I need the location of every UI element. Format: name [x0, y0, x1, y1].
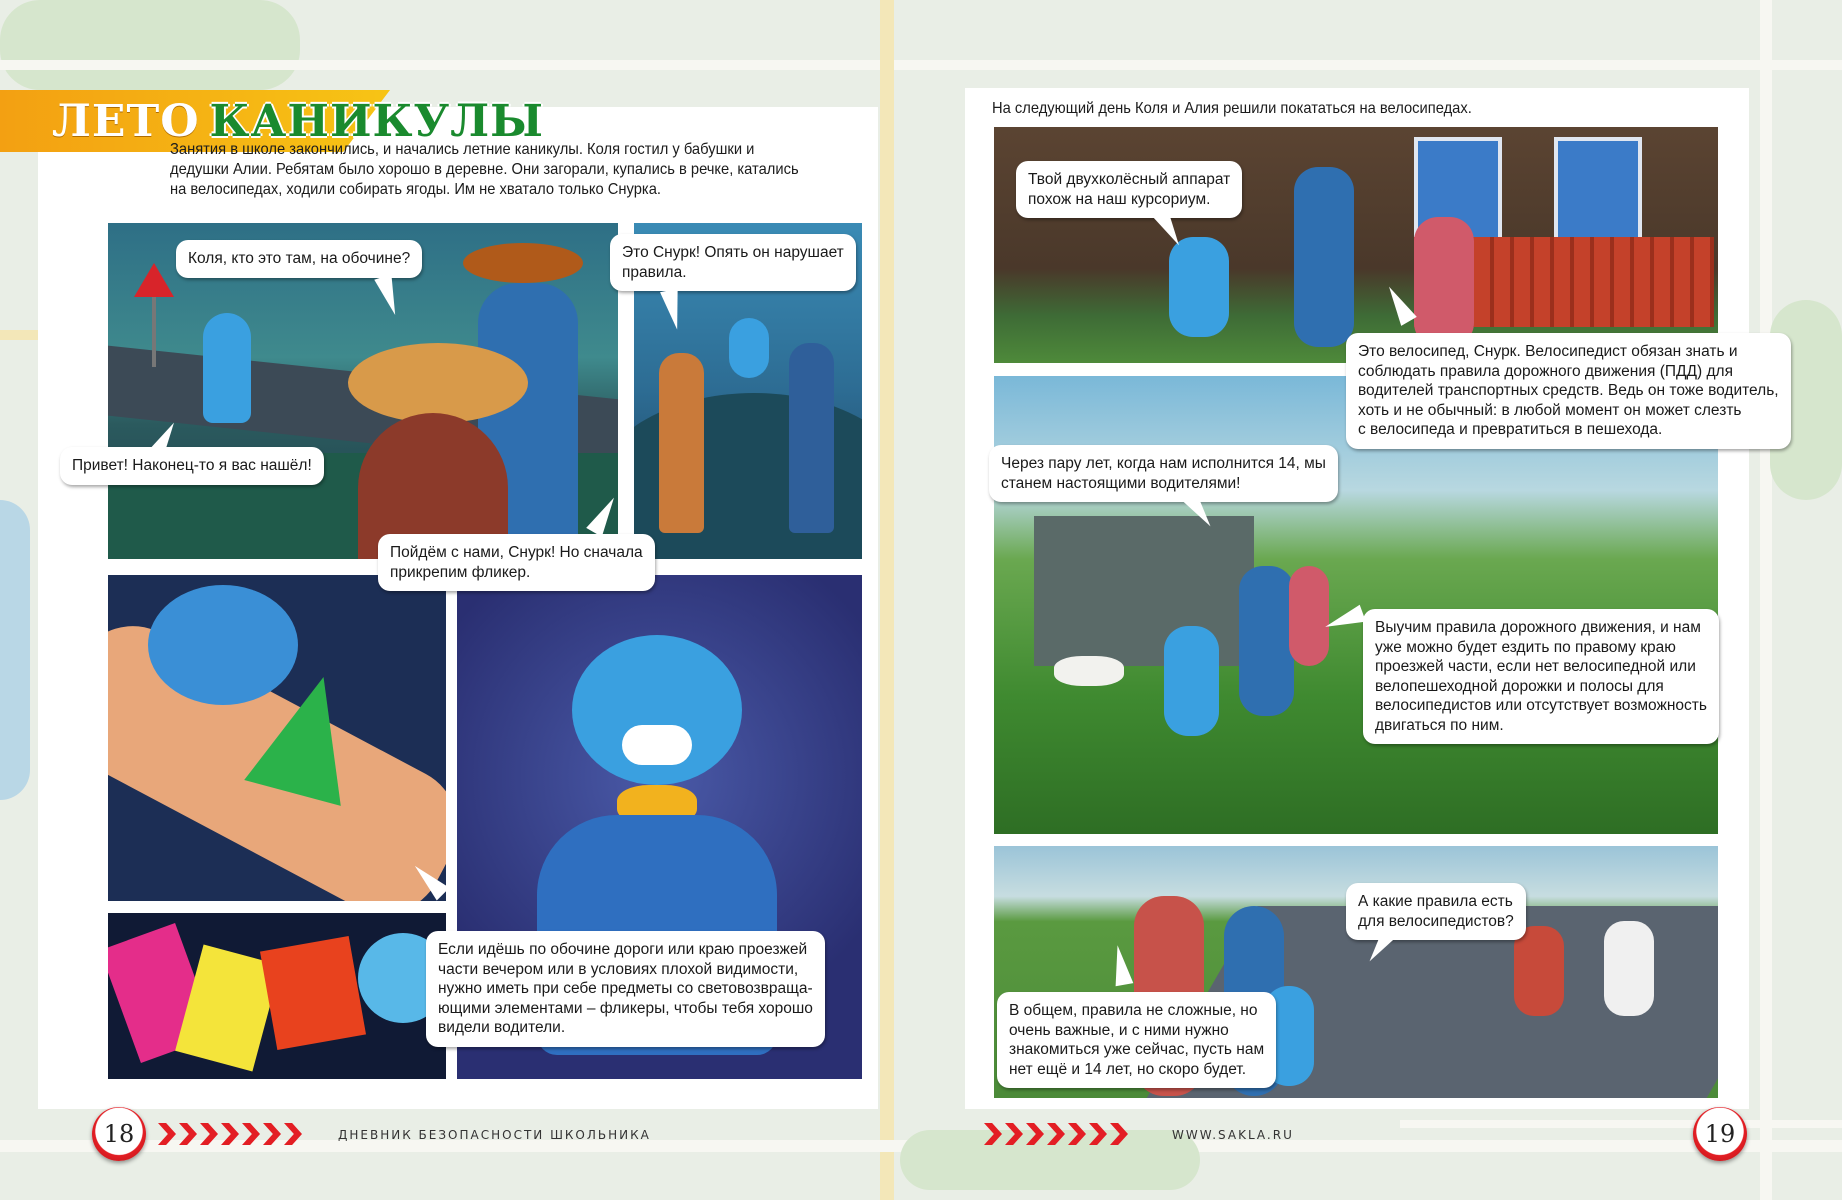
left-intro-text: Занятия в школе закончились, и начались летние каникулы. Коля гостил у бабушки и дедушки Алии. Ребятам было хорошо в деревне. Они загорали, купались в речке, катались на велосипедах, ходили собирать ягоды. Им не хватало только Снурка.	[170, 141, 799, 198]
snurk-character	[729, 318, 769, 378]
speech-bubble: Привет! Наконец-то я вас нашёл!	[60, 447, 324, 485]
boy-on-bike	[1294, 167, 1354, 347]
geese	[1054, 656, 1124, 686]
speech-bubble: Это Снурк! Опять он нарушает правила.	[610, 234, 856, 291]
speech-bubble: А какие правила есть для велосипедистов?	[1346, 883, 1526, 940]
speech-bubble: Коля, кто это там, на обочине?	[176, 240, 422, 278]
chevron-icon	[1047, 1123, 1065, 1145]
footer-chevrons	[158, 1123, 302, 1145]
chevron-icon	[263, 1123, 281, 1145]
right-intro-text: На следующий день Коля и Алия решили покататься на велосипедах.	[992, 100, 1472, 117]
snurk-character	[203, 313, 251, 423]
footer-journal-title: ДНЕВНИК БЕЗОПАСНОСТИ ШКОЛЬНИКА	[338, 1128, 651, 1142]
speech-bubble: В общем, правила не сложные, но очень важные, и с ними нужно знакомиться уже сейчас, пусть нам нет ещё и 14 лет, но скоро будет.	[997, 992, 1276, 1088]
speech-bubble: Если идёшь по обочине дороги или краю проезжей части вечером или в условиях плохой видимости, нужно иметь при себе предметы со световозвраща- ющими элементами – фликеры, чтобы тебя хорошо видели водители.	[426, 931, 825, 1047]
girl-character	[659, 353, 704, 533]
comic-panel-flicker-hand	[106, 573, 448, 903]
chevron-icon	[200, 1123, 218, 1145]
hat-boy	[463, 243, 583, 283]
snurk-on-bike	[1164, 626, 1219, 736]
chevron-icon	[1005, 1123, 1023, 1145]
reflector	[260, 936, 366, 1050]
chevron-icon	[242, 1123, 260, 1145]
speech-bubble: Пойдём с нами, Снурк! Но сначала прикрепим фликер.	[378, 534, 655, 591]
chevron-icon	[284, 1123, 302, 1145]
cyclist	[1514, 926, 1564, 1016]
page-number-badge: 18	[92, 1107, 146, 1161]
title-word-holidays: КАНИКУЛЫ	[209, 96, 545, 147]
girl-on-bike	[1289, 566, 1329, 666]
title-word-summer: ЛЕТО	[52, 96, 200, 147]
chevron-icon	[1068, 1123, 1086, 1145]
chevron-icon	[1110, 1123, 1128, 1145]
house	[1034, 516, 1254, 666]
chevron-icon	[179, 1123, 197, 1145]
chevron-icon	[984, 1123, 1002, 1145]
speech-bubble: Через пару лет, когда нам исполнится 14, мы станем настоящими водителями!	[989, 445, 1338, 502]
snurk-eyes	[622, 725, 692, 765]
comic-panel-reflectors	[106, 911, 448, 1081]
chevron-icon	[221, 1123, 239, 1145]
page-number-badge: 19	[1693, 1107, 1747, 1161]
chevron-icon	[158, 1123, 176, 1145]
speech-bubble: Твой двухколёсный аппарат похож на наш курсориум.	[1016, 161, 1242, 218]
footer-chevrons	[984, 1123, 1128, 1145]
boy-character	[789, 343, 834, 533]
chevron-icon	[1026, 1123, 1044, 1145]
boy-on-bike	[1239, 566, 1294, 716]
girl-hat	[348, 343, 528, 423]
speech-bubble: Выучим правила дорожного движения, и нам уже можно будет ездить по правому краю проезжей части, если нет велосипедной или велопешеходной дорожки и полосы для велосипедистов или отсутствует возможность двигаться по ним.	[1363, 609, 1719, 744]
snurk-on-bike	[1169, 237, 1229, 337]
chevron-icon	[1089, 1123, 1107, 1145]
sign-pole	[152, 297, 156, 367]
cyclist	[1604, 921, 1654, 1016]
footer-website[interactable]: WWW.SAKLA.RU	[1172, 1128, 1294, 1142]
warning-sign	[134, 263, 174, 297]
speech-bubble: Это велосипед, Снурк. Велосипедист обязан знать и соблюдать правила дорожного движения (ПДД) для водителей транспортных средств. Ведь он тоже водитель, хоть и не обычный: в любой момент он может слезть с велосипеда и превратиться в пешехода.	[1346, 333, 1791, 449]
girl-on-bike	[1414, 217, 1474, 347]
